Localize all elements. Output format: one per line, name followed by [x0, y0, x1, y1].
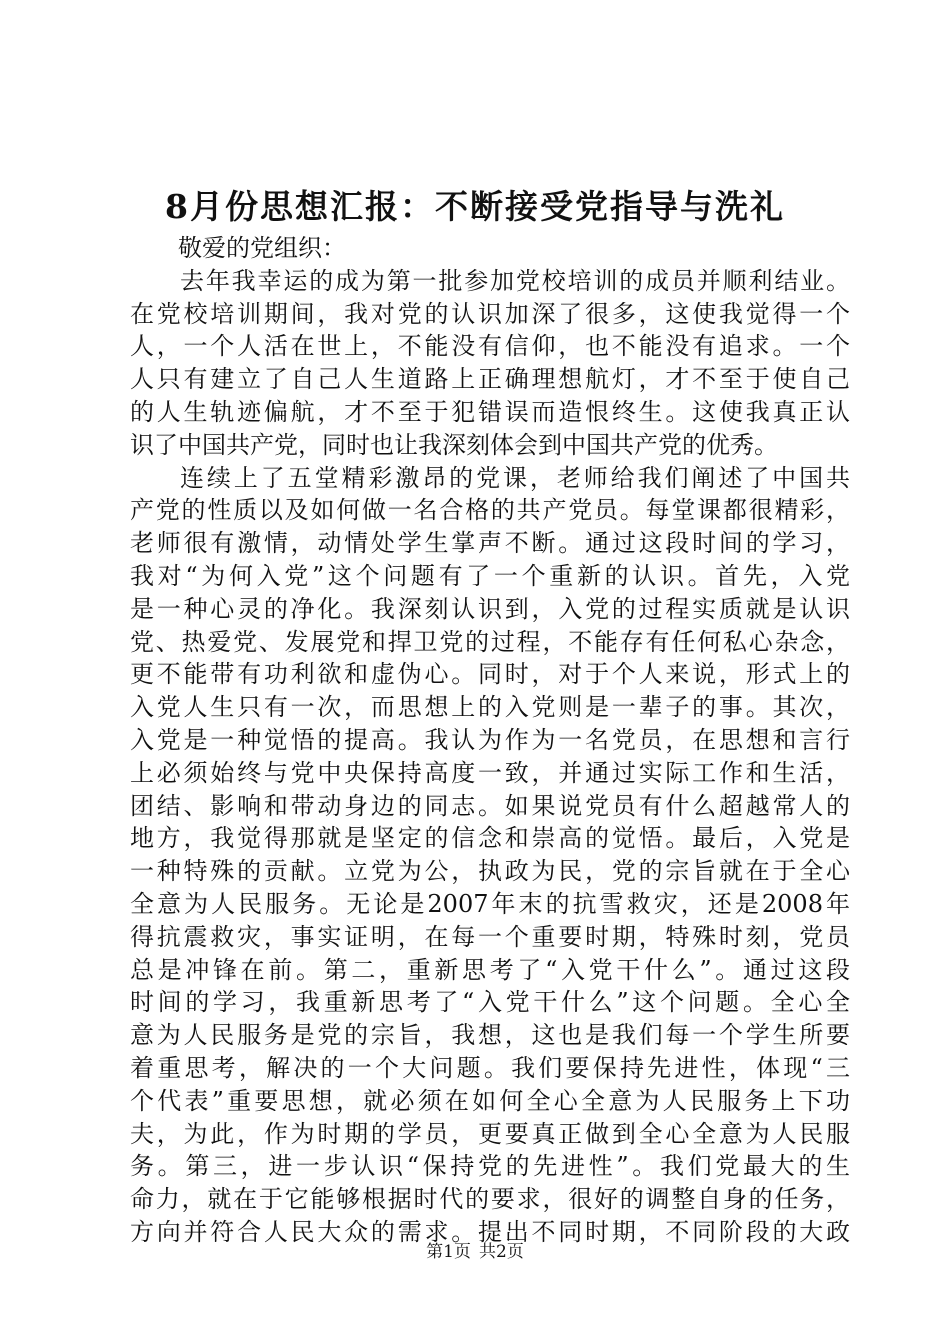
paragraph-line: 人，一个人活在世上，不能没有信仰，也不能没有追求。一个 [130, 332, 850, 361]
paragraph-2 [130, 462, 850, 1249]
paragraph-line: 一种特殊的贡献。立党为公，执政为民，党的宗旨就在于全心 [130, 857, 850, 886]
paragraph-line: 是一种心灵的净化。我深刻认识到，入党的过程实质就是认识 [130, 594, 850, 623]
page-footer [0, 1240, 950, 1264]
paragraph-line: 产党的性质以及如何做一名合格的共产党员。每堂课都很精彩， [130, 496, 850, 525]
page-total: 共2页 [479, 1242, 524, 1262]
paragraph-line: 命力，就在于它能够根据时代的要求，很好的调整自身的任务， [130, 1185, 850, 1214]
paragraph-line: 入党人生只有一次，而思想上的入党则是一辈子的事。其次， [130, 693, 850, 722]
paragraph-line: 人只有建立了自己人生道路上正确理想航灯，才不至于使自己 [130, 365, 850, 394]
paragraph-line: 更不能带有功利欲和虚伪心。同时，对于个人来说，形式上的 [130, 660, 850, 689]
paragraph-line: 入党是一种觉悟的提高。我认为作为一名党员，在思想和言行 [130, 725, 850, 754]
paragraph-1 [130, 265, 850, 462]
paragraph-line: 连续上了五堂精彩激昂的党课，老师给我们阐述了中国共 [180, 463, 850, 492]
paragraph-line: 务。第三，进一步认识“保持党的先进性”。我们党最大的生 [130, 1152, 850, 1181]
paragraph-line: 方向并符合人民大众的需求。提出不同时期，不同阶段的大政 [130, 1217, 850, 1246]
paragraph-line: 团结、影响和带动身边的同志。如果说党员有什么超越常人的 [130, 791, 850, 820]
paragraph-line: 夫，为此，作为时期的学员，更要真正做到全心全意为人民服 [130, 1119, 850, 1148]
paragraph-line: 在党校培训期间，我对党的认识加深了很多，这使我觉得一个 [130, 299, 850, 328]
paragraph-line: 识了中国共产党，同时也让我深刻体会到中国共产党的优秀。 [130, 430, 778, 459]
paragraph-line: 去年我幸运的成为第一批参加党校培训的成员并顺利结业。 [180, 266, 850, 295]
paragraph-line: 党、热爱党、发展党和捍卫党的过程，不能存有任何私心杂念， [130, 627, 850, 656]
document-title: 8月份思想汇报：不断接受党指导与洗礼 [165, 187, 785, 226]
page-number: 第1页 [426, 1242, 471, 1262]
paragraph-line: 意为人民服务是党的宗旨，我想，这也是我们每一个学生所要 [130, 1021, 850, 1050]
salutation: 敬爱的党组织： [178, 234, 346, 262]
paragraph-line: 着重思考，解决的一个大问题。我们要保持先进性，体现“三 [130, 1053, 850, 1082]
paragraph-line: 我对“为何入党”这个问题有了一个重新的认识。首先，入党 [130, 561, 850, 590]
paragraph-line: 得抗震救灾，事实证明，在每一个重要时期，特殊时刻，党员 [130, 922, 850, 951]
paragraph-line: 地方，我觉得那就是坚定的信念和崇高的觉悟。最后，入党是 [130, 824, 850, 853]
paragraph-line: 全意为人民服务。无论是2007年末的抗雪救灾，还是2008年 [130, 889, 850, 918]
paragraph-line: 总是冲锋在前。第二，重新思考了“入党干什么”。通过这段 [130, 955, 850, 984]
document-body [130, 232, 850, 1249]
paragraph-line: 时间的学习，我重新思考了“入党干什么”这个问题。全心全 [130, 988, 850, 1017]
paragraph-line: 老师很有激情，动情处学生掌声不断。通过这段时间的学习， [130, 529, 850, 558]
paragraph-line: 上必须始终与党中央保持高度一致，并通过实际工作和生活， [130, 758, 850, 787]
paragraph-line: 的人生轨迹偏航，才不至于犯错误而造恨终生。这使我真正认 [130, 397, 850, 426]
paragraph-line: 个代表”重要思想，就必须在如何全心全意为人民服务上下功 [130, 1086, 850, 1115]
